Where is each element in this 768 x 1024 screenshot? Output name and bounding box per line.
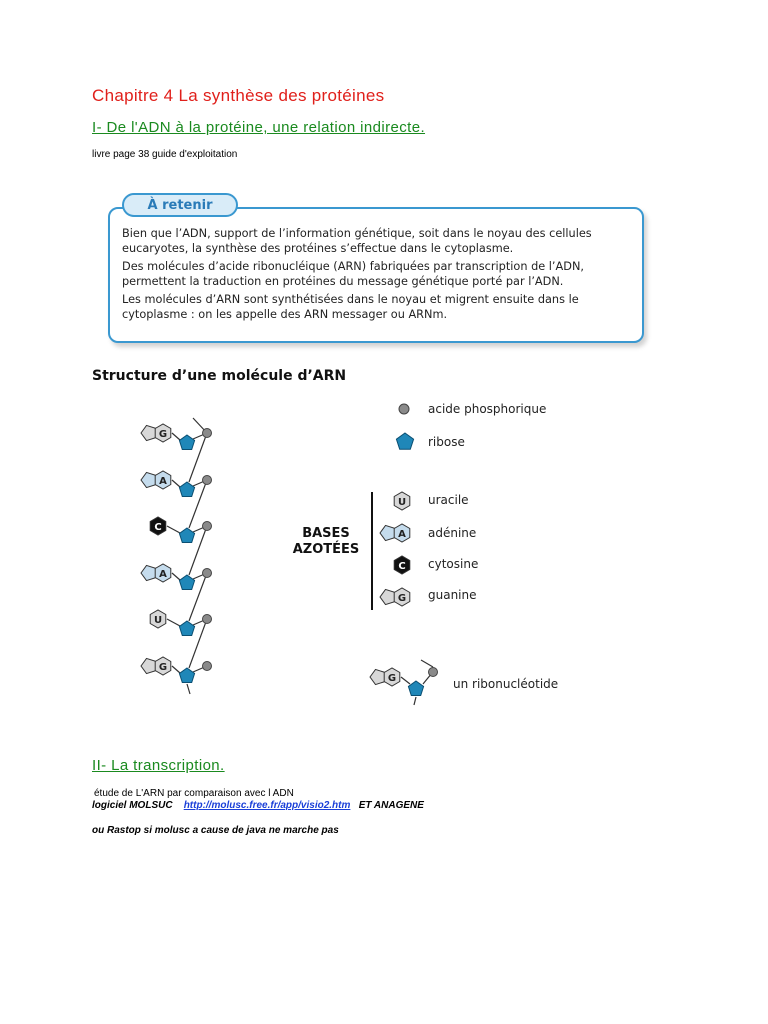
base-G-icon	[380, 588, 410, 606]
ribose-icon	[179, 482, 194, 497]
ribose-icon	[179, 621, 194, 636]
svg-text:A: A	[159, 569, 167, 580]
retenir-paragraph: Des molécules d’acide ribonucléique (ARN) fabriquées par transcription de l’ADN, permettent la traduction en protéines du message génétique porté par l’ADN.	[122, 259, 584, 289]
svg-text:A: A	[159, 476, 167, 487]
ribonucleotide-label: un ribonucléotide	[453, 677, 559, 691]
retenir-paragraph: Bien que l’ADN, support de l’information génétique, soit dans le noyau des cellules eucaryotes, la synthèse des protéines s’effectue dans le cytoplasme.	[122, 227, 592, 256]
section1-reference: livre page 38 guide d'exploitation	[92, 149, 238, 160]
legend-ribose-icon	[396, 433, 413, 449]
legend-uracile-label: uracile	[428, 493, 469, 507]
svg-text:C: C	[398, 561, 406, 572]
section2-title: II- La transcription.	[92, 757, 225, 774]
svg-text:G: G	[158, 429, 168, 440]
ribose-icon	[179, 528, 194, 543]
phosphate-icon	[203, 662, 212, 671]
svg-text:G: G	[158, 662, 168, 673]
legend-guanine-label: guanine	[428, 588, 477, 602]
base-U-icon	[394, 492, 410, 510]
svg-text:C: C	[154, 522, 162, 533]
base-C-icon	[150, 517, 166, 535]
base-G-icon	[370, 668, 400, 686]
phosphate-icon	[203, 429, 212, 438]
base-A-icon	[141, 471, 171, 489]
section2-line: étude de L'ARN par comparaison avec l ADN	[94, 788, 294, 799]
bases-azotees-label	[290, 526, 362, 558]
base-C-icon	[394, 556, 410, 574]
svg-text:U: U	[153, 615, 163, 626]
base-G-icon	[141, 657, 171, 675]
svg-text:U: U	[397, 497, 407, 508]
ribonucleotide-icon	[370, 660, 438, 705]
section1-title: I- De l'ADN à la protéine, une relation indirecte.	[92, 119, 426, 136]
legend-phosphate-icon	[399, 404, 409, 414]
bases-label-line1: BASES	[302, 526, 350, 541]
base-A-icon	[141, 564, 171, 582]
phosphate-icon	[203, 522, 212, 531]
arn-strand	[141, 418, 212, 694]
diagram-legend	[370, 404, 438, 705]
svg-text:A: A	[398, 529, 406, 540]
base-A-icon	[380, 524, 410, 542]
phosphate-icon	[203, 476, 212, 485]
chapter-title: Chapitre 4 La synthèse des protéines	[92, 86, 385, 105]
phosphate-icon	[203, 615, 212, 624]
phosphate-icon	[203, 569, 212, 578]
retenir-tag: À retenir	[122, 193, 238, 217]
base-G-icon	[141, 424, 171, 442]
bases-label-line2: AZOTÉES	[292, 542, 360, 557]
retenir-paragraph: Les molécules d’ARN sont synthétisées dans le noyau et migrent ensuite dans le cytoplasme : on les appelle des ARN messager ou ARNm.	[122, 292, 579, 322]
software-suffix: ET ANAGENE	[358, 800, 424, 811]
ribose-icon	[179, 668, 194, 683]
legend-adenine-label: adénine	[428, 526, 477, 540]
software-line	[92, 800, 424, 811]
note-line: ou Rastop si molusc a cause de java ne marche pas	[92, 825, 339, 836]
ribose-icon	[179, 435, 194, 450]
ribose-icon	[179, 575, 194, 590]
legend-ribose-label: ribose	[428, 435, 465, 449]
legend-cytosine-label: cytosine	[428, 557, 479, 571]
legend-phosphate-label: acide phosphorique	[428, 402, 547, 416]
base-U-icon	[150, 610, 166, 628]
svg-text:G: G	[387, 673, 397, 684]
svg-text:G: G	[397, 593, 407, 604]
molusc-link[interactable]: http://molusc.free.fr/app/visio2.htm	[183, 800, 351, 811]
software-prefix: logiciel MOLSUC	[92, 800, 173, 811]
figure-title: Structure d’une molécule d’ARN	[92, 368, 347, 384]
